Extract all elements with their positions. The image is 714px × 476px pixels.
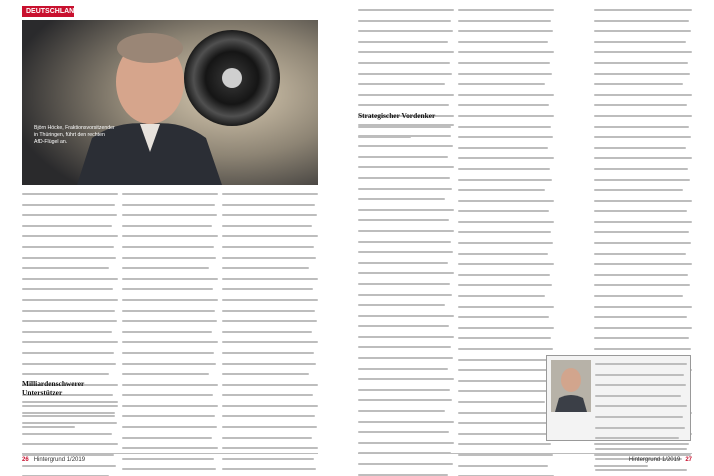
text-line	[595, 416, 687, 424]
text-line	[594, 210, 692, 218]
text-line	[122, 352, 218, 360]
text-line	[222, 320, 318, 328]
text-line	[222, 299, 318, 307]
text-line	[594, 263, 692, 271]
text-line	[458, 390, 554, 398]
text-line	[458, 401, 554, 409]
page-number-left: 26	[22, 457, 29, 463]
text-line	[222, 288, 318, 296]
text-line	[122, 320, 218, 328]
text-line	[458, 126, 554, 134]
text-line	[594, 104, 692, 112]
text-line	[594, 231, 692, 239]
text-line	[358, 51, 454, 59]
text-line	[22, 299, 118, 307]
text-line	[458, 433, 554, 441]
text-line	[222, 214, 318, 222]
author-box	[546, 355, 691, 441]
text-line	[358, 198, 454, 206]
text-line	[358, 124, 454, 132]
text-line	[122, 193, 218, 201]
photo-image	[22, 20, 318, 185]
text-line	[22, 401, 118, 409]
text-line	[594, 253, 692, 261]
text-line	[358, 431, 454, 439]
text-line	[358, 283, 454, 291]
text-line	[595, 384, 687, 392]
text-line	[122, 426, 218, 434]
text-line	[22, 310, 118, 318]
text-line	[458, 136, 554, 144]
text-line	[222, 373, 318, 381]
text-line	[358, 188, 454, 196]
text-line	[358, 219, 454, 227]
text-line	[595, 374, 687, 382]
text-line	[594, 306, 692, 314]
text-line	[222, 235, 318, 243]
text-line	[358, 336, 454, 344]
text-line	[595, 363, 687, 371]
text-line	[122, 405, 218, 413]
text-line	[458, 284, 554, 292]
text-line	[458, 422, 554, 430]
text-line	[458, 30, 554, 38]
text-line	[458, 94, 554, 102]
lead-photo	[22, 20, 318, 185]
text-line	[594, 51, 692, 59]
text-line	[358, 135, 454, 143]
text-line	[222, 310, 318, 318]
text-line	[458, 306, 554, 314]
text-line	[358, 209, 454, 217]
text-line	[358, 389, 454, 397]
text-line	[122, 267, 218, 275]
text-line	[594, 73, 692, 81]
text-line	[458, 263, 554, 271]
text-column-2	[122, 190, 218, 476]
text-line	[594, 115, 692, 123]
text-line	[122, 214, 218, 222]
text-line	[222, 415, 318, 423]
text-line	[22, 412, 118, 420]
text-line	[458, 200, 554, 208]
text-line	[22, 225, 118, 233]
text-line	[22, 246, 118, 254]
text-line	[358, 294, 454, 302]
text-line	[22, 278, 118, 286]
author-photo	[551, 360, 591, 412]
text-line	[594, 316, 692, 324]
text-line	[122, 394, 218, 402]
text-line	[458, 337, 554, 345]
text-line	[358, 357, 454, 365]
page-number-right: 27	[685, 457, 692, 463]
text-line	[358, 94, 454, 102]
text-line	[122, 235, 218, 243]
text-line	[594, 126, 692, 134]
text-line	[358, 304, 454, 312]
text-line	[458, 168, 554, 176]
text-line	[222, 384, 318, 392]
text-line	[594, 284, 692, 292]
text-line	[594, 83, 692, 91]
text-line	[458, 73, 554, 81]
text-line	[594, 168, 692, 176]
text-line	[458, 253, 554, 261]
text-line	[358, 251, 454, 259]
text-line	[358, 410, 454, 418]
text-line	[222, 278, 318, 286]
text-line	[458, 104, 554, 112]
text-line	[358, 272, 454, 280]
text-line	[122, 225, 218, 233]
issue-left: Hintergrund 1/2019	[33, 457, 86, 463]
text-line	[358, 62, 454, 70]
text-line	[458, 380, 554, 388]
text-line	[222, 257, 318, 265]
text-line	[595, 395, 687, 403]
text-line	[222, 193, 318, 201]
section-tag: DEUTSCHLAND	[22, 6, 74, 17]
text-line	[458, 231, 554, 239]
text-line	[122, 331, 218, 339]
text-line	[594, 327, 692, 335]
text-line	[595, 437, 687, 445]
text-line	[22, 443, 118, 451]
text-line	[22, 320, 118, 328]
text-line	[358, 145, 454, 153]
text-line	[595, 427, 687, 435]
text-line	[594, 62, 692, 70]
text-line	[358, 378, 454, 386]
text-line	[122, 384, 218, 392]
text-line	[22, 341, 118, 349]
text-line	[122, 373, 218, 381]
text-line	[358, 368, 454, 376]
text-line	[358, 41, 454, 49]
text-column-3	[222, 190, 318, 476]
text-line	[594, 221, 692, 229]
text-line	[594, 295, 692, 303]
text-line	[594, 179, 692, 187]
text-line	[22, 352, 118, 360]
text-line	[22, 204, 118, 212]
text-line	[458, 348, 554, 356]
text-line	[458, 359, 554, 367]
text-line	[358, 30, 454, 38]
text-line	[594, 9, 692, 17]
text-line	[358, 315, 454, 323]
text-line	[358, 156, 454, 164]
text-line	[122, 257, 218, 265]
text-line	[358, 399, 454, 407]
text-line	[358, 262, 454, 270]
text-line	[458, 221, 554, 229]
text-line	[22, 363, 118, 371]
text-line	[22, 331, 118, 339]
text-line	[358, 83, 454, 91]
text-line	[222, 363, 318, 371]
text-line	[458, 179, 554, 187]
text-line	[358, 230, 454, 238]
text-line	[22, 214, 118, 222]
text-line	[458, 83, 554, 91]
text-line	[222, 225, 318, 233]
text-line	[594, 94, 692, 102]
text-line	[222, 267, 318, 275]
text-line	[122, 310, 218, 318]
text-line	[222, 246, 318, 254]
text-line	[122, 468, 218, 476]
text-line	[458, 115, 554, 123]
text-line	[594, 200, 692, 208]
text-line	[122, 437, 218, 445]
text-line	[594, 157, 692, 165]
text-line	[458, 316, 554, 324]
text-line	[358, 73, 454, 81]
text-line	[458, 295, 554, 303]
text-line	[458, 210, 554, 218]
text-line	[458, 369, 554, 377]
text-line	[22, 288, 118, 296]
text-line	[594, 30, 692, 38]
text-line	[458, 274, 554, 282]
text-line	[358, 346, 454, 354]
text-line	[122, 246, 218, 254]
text-line	[358, 166, 454, 174]
text-line	[22, 267, 118, 275]
text-line	[594, 147, 692, 155]
text-line	[122, 278, 218, 286]
subheading-milliardenschwer: Milliardenschwerer Unterstützer	[22, 379, 85, 397]
text-line	[358, 241, 454, 249]
subheading-strategischer: Strategischer Vordenker	[358, 111, 436, 120]
text-line	[222, 341, 318, 349]
text-line	[458, 189, 554, 197]
text-line	[594, 274, 692, 282]
text-line	[358, 325, 454, 333]
text-line	[122, 415, 218, 423]
text-line	[358, 442, 454, 450]
text-line	[458, 41, 554, 49]
text-line	[22, 235, 118, 243]
text-line	[222, 394, 318, 402]
text-line	[222, 352, 318, 360]
text-line	[594, 41, 692, 49]
text-line	[122, 288, 218, 296]
footer-right	[358, 453, 692, 467]
text-line	[458, 157, 554, 165]
text-line	[22, 433, 118, 441]
text-line	[458, 242, 554, 250]
text-line	[222, 426, 318, 434]
text-line	[458, 412, 554, 420]
text-line	[222, 437, 318, 445]
text-line	[458, 443, 554, 451]
text-line	[222, 405, 318, 413]
photo-caption: Björn Höcke, Fraktionsvorsitzender in Thüringen, führt den rechten AfD-Flügel an.	[34, 125, 115, 145]
text-line	[122, 341, 218, 349]
text-line	[358, 9, 454, 17]
text-line	[122, 363, 218, 371]
text-line	[458, 327, 554, 335]
text-line	[222, 468, 318, 476]
text-column-4b	[358, 106, 454, 476]
text-line	[594, 189, 692, 197]
text-line	[358, 20, 454, 28]
text-line	[222, 331, 318, 339]
text-line	[594, 337, 692, 345]
text-line	[594, 136, 692, 144]
text-line	[458, 147, 554, 155]
text-line	[22, 422, 118, 430]
issue-right: Hintergrund 1/2019	[628, 457, 681, 463]
text-line	[595, 405, 687, 413]
text-line	[122, 299, 218, 307]
text-line	[222, 204, 318, 212]
text-line	[122, 204, 218, 212]
text-line	[458, 20, 554, 28]
text-line	[594, 20, 692, 28]
text-line	[358, 421, 454, 429]
text-line	[458, 9, 554, 17]
text-line	[458, 62, 554, 70]
text-column-5	[458, 6, 554, 476]
text-line	[594, 242, 692, 250]
footer-left	[22, 453, 318, 467]
text-line	[22, 257, 118, 265]
text-line	[458, 51, 554, 59]
text-line	[22, 193, 118, 201]
text-line	[358, 177, 454, 185]
text-line	[595, 469, 687, 476]
